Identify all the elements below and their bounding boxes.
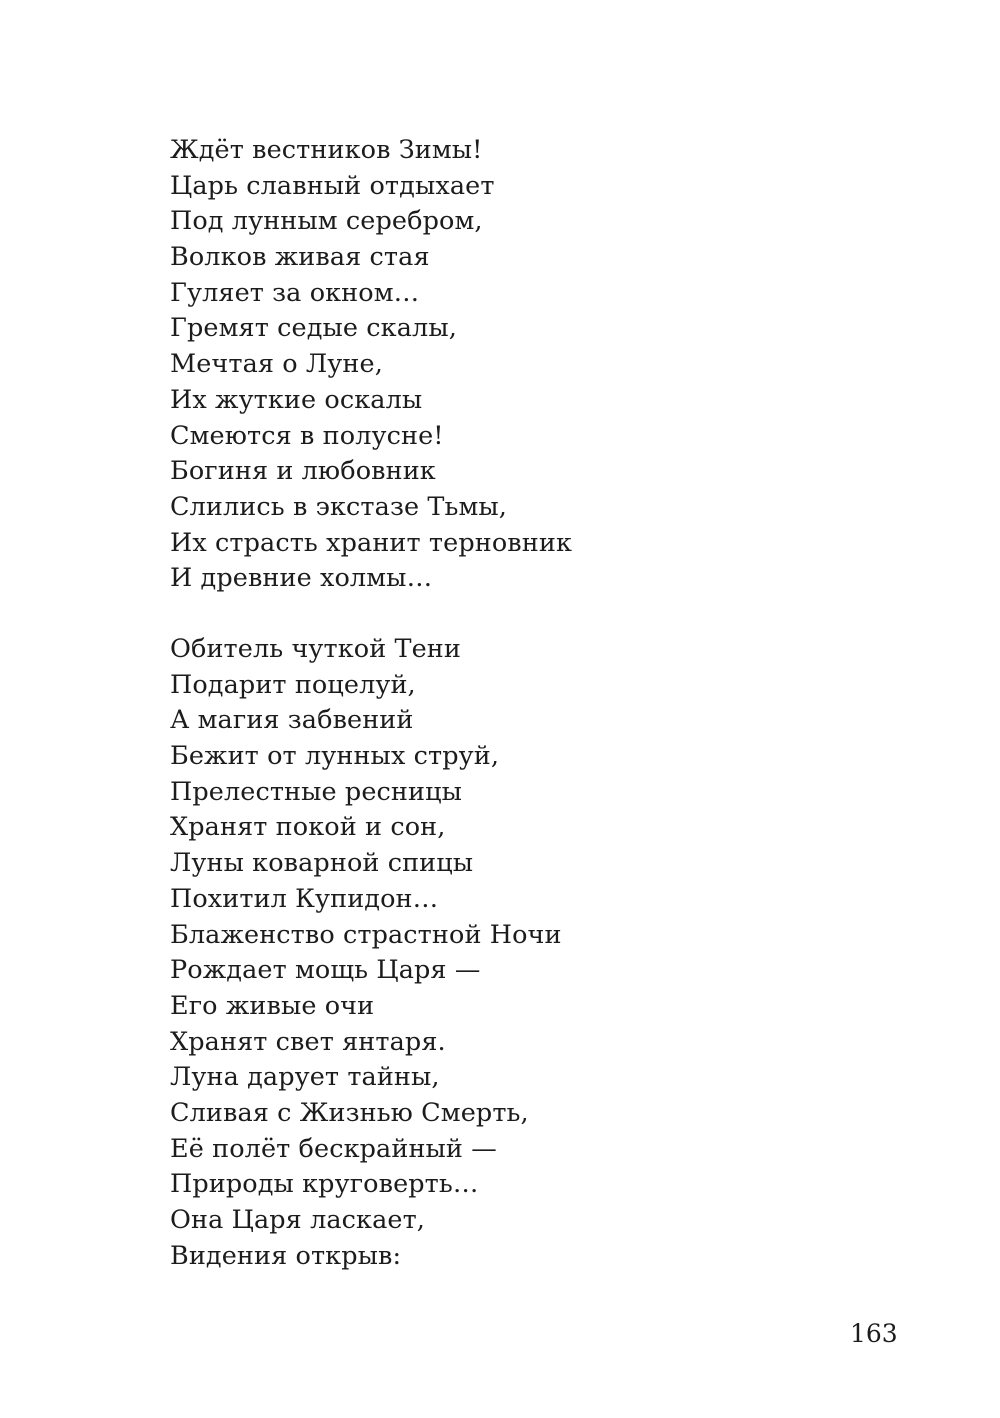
poem-line: А магия забвений <box>170 705 414 736</box>
poem-line: Луны коварной спицы <box>170 848 474 879</box>
poem-line: Она Царя ласкает, <box>170 1205 425 1235</box>
page-number: 163 <box>850 1319 898 1348</box>
poem-line: Царь славный отдыхает <box>170 170 495 201</box>
poem-line: Под лунным серебром, <box>170 206 483 237</box>
poem-line: Её полёт бескрайный — <box>170 1133 497 1164</box>
poem-line: Ждёт вестников Зимы! <box>170 135 483 165</box>
poem-line: Подарит поцелуй, <box>170 669 416 700</box>
poem-line: Слились в экстазе Тьмы, <box>170 491 507 522</box>
poem-stanza-2 <box>170 632 562 1274</box>
poem-stanza-1 <box>170 133 572 597</box>
poem-line: Блаженство страстной Ночи <box>170 919 562 950</box>
poem-line: Природы круговерть… <box>170 1169 479 1200</box>
poem-line: Видения открыв: <box>170 1240 402 1271</box>
poem-line: Гремят седые скалы, <box>170 313 457 344</box>
poem-line: Богиня и любовник <box>170 456 436 487</box>
poem-line: И древние холмы… <box>170 563 433 594</box>
poem-line: Хранят свет янтаря. <box>170 1026 446 1057</box>
poem-line: Похитил Купидон… <box>170 883 439 914</box>
poem-line: Мечтая о Луне, <box>170 349 383 380</box>
poem-line: Обитель чуткой Тени <box>170 634 461 664</box>
poem-line: Хранят покой и сон, <box>170 812 446 843</box>
poem-line: Прелестные ресницы <box>170 776 462 807</box>
poem-line: Бежит от лунных струй, <box>170 741 500 772</box>
poem-line: Их жуткие оскалы <box>170 384 423 415</box>
poem-line: Волков живая стая <box>170 242 430 273</box>
poem-line: Сливая с Жизнью Смерть, <box>170 1097 529 1128</box>
poem-line: Их страсть хранит терновник <box>170 527 572 558</box>
poem-line: Рождает мощь Царя — <box>170 955 481 986</box>
poem-line: Гуляет за окном… <box>170 277 420 308</box>
poem-line: Его живые очи <box>170 990 375 1021</box>
poem-line: Луна дарует тайны, <box>170 1062 440 1093</box>
poem-line: Смеются в полусне! <box>170 420 444 451</box>
